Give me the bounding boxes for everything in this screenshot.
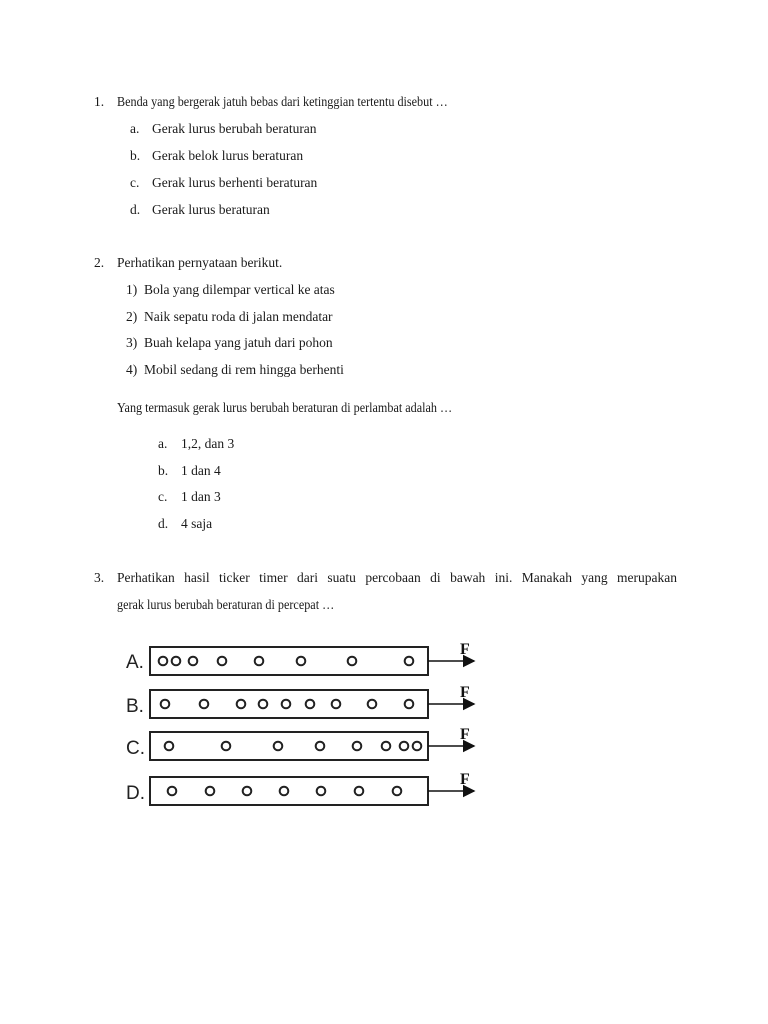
tape-dot	[297, 657, 306, 666]
q1-option-a: Gerak lurus berubah beraturan	[152, 121, 317, 136]
q1-option-b: Gerak belok lurus beraturan	[152, 148, 304, 163]
tape-dot	[282, 700, 291, 709]
q3-word: ticker	[219, 570, 250, 585]
q1-option-c: Gerak lurus berhenti beraturan	[152, 175, 318, 190]
tape-dot	[348, 657, 357, 666]
tape-b-dots	[161, 700, 414, 709]
tape-dot	[161, 700, 170, 709]
tape-dot	[159, 657, 168, 666]
tape-a-label: A.	[126, 652, 144, 673]
q1-option-d-letter: d.	[130, 202, 141, 217]
tape-d-label: D.	[126, 783, 145, 804]
q2-number: 2.	[94, 255, 105, 270]
q2-statement-2: Naik sepatu roda di jalan mendatar	[144, 309, 333, 324]
q3-word: percobaan	[365, 570, 421, 585]
tape-b	[126, 684, 474, 718]
q2-statement-1-num: 1)	[126, 282, 138, 297]
tape-c-strip	[150, 732, 428, 760]
q3-number: 3.	[94, 570, 105, 585]
tape-a-dots	[159, 657, 414, 666]
q3-word: merupakan	[617, 570, 677, 585]
tape-dot	[259, 700, 268, 709]
q2-text: Perhatikan pernyataan berikut.	[117, 255, 283, 270]
tape-dot	[206, 787, 215, 796]
q2-statement-3: Buah kelapa yang jatuh dari pohon	[144, 335, 333, 350]
q2-option-a: 1,2, dan 3	[181, 436, 235, 451]
q3-line1	[117, 570, 677, 586]
tape-dot	[168, 787, 177, 796]
tape-dot	[393, 787, 402, 796]
q3-word: di	[430, 570, 441, 585]
q2-prompt: Yang termasuk gerak lurus berubah beraturan di perlambat adalah …	[117, 400, 453, 415]
q3-line2: gerak lurus berubah beraturan di percepat …	[117, 597, 335, 612]
q2-statement-4-num: 4)	[126, 362, 138, 377]
tape-dot	[400, 742, 409, 751]
tape-d-force-label: F	[460, 771, 470, 788]
ticker-tape-diagram	[120, 630, 540, 820]
q1-option-b-letter: b.	[130, 148, 141, 163]
tape-dot	[405, 657, 414, 666]
tape-dot	[255, 657, 264, 666]
tape-dot	[165, 742, 174, 751]
tape-dot	[382, 742, 391, 751]
q3-word: yang	[581, 570, 608, 585]
tape-dot	[274, 742, 283, 751]
q3-word: Perhatikan	[117, 570, 175, 585]
tape-dot	[222, 742, 231, 751]
q3-word: timer	[259, 570, 288, 585]
tape-c-force-label: F	[460, 726, 470, 743]
tape-dot	[332, 700, 341, 709]
tape-dot	[200, 700, 209, 709]
q1-text: Benda yang bergerak jatuh bebas dari ketinggian tertentu disebut …	[117, 94, 448, 109]
q1-number: 1.	[94, 94, 105, 109]
q3-word: ini.	[494, 570, 513, 585]
tape-dot	[172, 657, 181, 666]
q3-word: bawah	[450, 570, 486, 585]
tape-a-force-label: F	[460, 641, 470, 658]
q1-option-d: Gerak lurus beraturan	[152, 202, 270, 217]
tape-b-label: B.	[126, 696, 144, 717]
tape-dot	[355, 787, 364, 796]
q2-option-a-letter: a.	[158, 436, 168, 451]
tape-d-dots	[168, 787, 402, 796]
tape-dot	[218, 657, 227, 666]
q2-statement-2-num: 2)	[126, 309, 138, 324]
tape-dot	[280, 787, 289, 796]
q2-statement-1: Bola yang dilempar vertical ke atas	[144, 282, 335, 297]
q3-word: hasil	[184, 570, 210, 585]
q2-statement-3-num: 3)	[126, 335, 138, 350]
q2-option-c: 1 dan 3	[181, 489, 221, 504]
tape-dot	[368, 700, 377, 709]
q3-word: Manakah	[521, 570, 572, 585]
q3-word: dari	[297, 570, 319, 585]
tape-d	[126, 771, 474, 805]
q1-option-c-letter: c.	[130, 175, 140, 190]
tape-b-force-label: F	[460, 684, 470, 701]
tape-dot	[317, 787, 326, 796]
tape-a	[126, 641, 474, 675]
tape-c-dots	[165, 742, 422, 751]
q2-option-c-letter: c.	[158, 489, 168, 504]
q3-word: suatu	[327, 570, 356, 585]
ticker-tape-figure	[120, 630, 540, 820]
tape-dot	[243, 787, 252, 796]
tape-dot	[237, 700, 246, 709]
tape-dot	[189, 657, 198, 666]
tape-dot	[316, 742, 325, 751]
q2-option-d: 4 saja	[181, 516, 213, 531]
tape-b-strip	[150, 690, 428, 718]
tape-dot	[353, 742, 362, 751]
q1-option-a-letter: a.	[130, 121, 140, 136]
q2-option-b: 1 dan 4	[181, 463, 221, 478]
q2-statement-4: Mobil sedang di rem hingga berhenti	[144, 362, 344, 377]
q2-option-d-letter: d.	[158, 516, 169, 531]
tape-c	[126, 726, 474, 760]
tape-dot	[405, 700, 414, 709]
tape-dot	[413, 742, 422, 751]
q2-option-b-letter: b.	[158, 463, 169, 478]
tape-a-strip	[150, 647, 428, 675]
tape-dot	[306, 700, 315, 709]
tape-c-label: C.	[126, 738, 145, 759]
